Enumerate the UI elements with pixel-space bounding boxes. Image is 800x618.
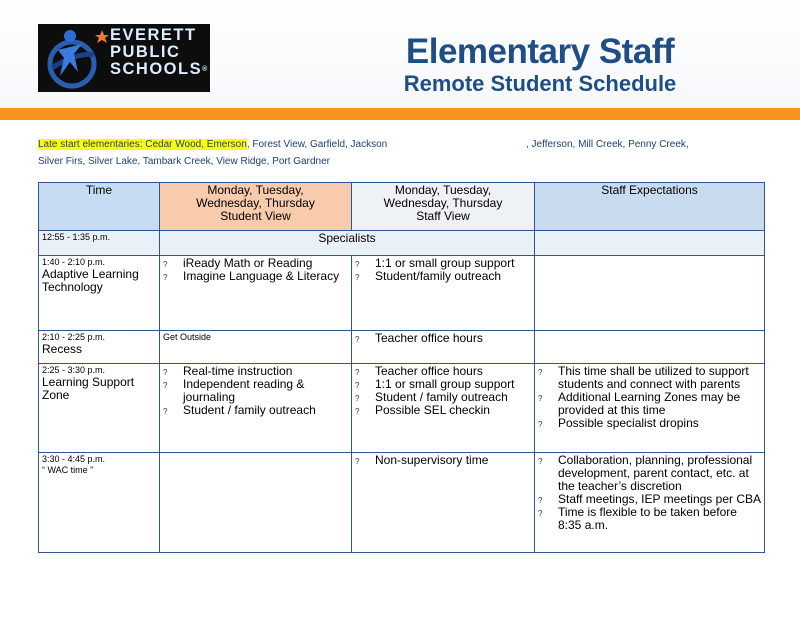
expectations-cell bbox=[535, 331, 765, 364]
list-item bbox=[355, 404, 531, 417]
district-logo bbox=[38, 24, 210, 92]
student-cell: Get Outside bbox=[160, 331, 352, 364]
list-item-text: Collaboration, planning, professional development, parent contact, etc. at the teacher’s discretion bbox=[558, 453, 753, 493]
table-row bbox=[39, 453, 765, 553]
late-start-rest: , Forest View, Garfield, Jackson bbox=[246, 139, 388, 150]
bullet-icon: ? bbox=[538, 394, 543, 403]
header-student-view: Monday, Tuesday, Wednesday, Thursday Student View bbox=[160, 183, 352, 231]
staff-cell bbox=[352, 331, 535, 364]
table-header-row bbox=[39, 183, 765, 231]
page-header bbox=[0, 0, 800, 108]
student-cell bbox=[160, 256, 352, 331]
staff-cell bbox=[352, 256, 535, 331]
bullet-icon: ? bbox=[538, 509, 543, 518]
bullet-icon: ? bbox=[163, 273, 168, 282]
late-start-right: , Jefferson, Mill Creek, Penny Creek, bbox=[526, 139, 689, 150]
bullet-icon: ? bbox=[163, 407, 168, 416]
student-cell bbox=[160, 364, 352, 453]
list-item-text: Student/family outreach bbox=[375, 269, 502, 283]
list-item-text: This time shall be utilized to support students and connect with parents bbox=[558, 364, 749, 391]
list-item bbox=[355, 332, 531, 345]
logo-line3: SCHOOLS bbox=[110, 60, 203, 78]
staff-cell bbox=[352, 453, 535, 553]
header-staff-view: Monday, Tuesday, Wednesday, Thursday Staff View bbox=[352, 183, 535, 231]
late-start-highlight: Late start elementaries: Cedar Wood, Emerson bbox=[38, 139, 247, 150]
time-cell: 3:30 - 4:45 p.m. “ WAC time ” bbox=[39, 453, 160, 553]
bullet-icon: ? bbox=[355, 368, 360, 377]
time-cell: 2:25 - 3:30 p.m. Learning Support Zone bbox=[39, 364, 160, 453]
header-time: Time bbox=[39, 183, 160, 231]
list-item-text: Teacher office hours bbox=[375, 364, 483, 378]
list-item-text: 1:1 or small group support bbox=[375, 377, 515, 391]
list-item-text: iReady Math or Reading bbox=[183, 256, 313, 270]
logo-mark: ® bbox=[202, 66, 209, 73]
list-item bbox=[163, 378, 348, 404]
expectations-cell bbox=[535, 256, 765, 331]
header-staff-expectations: Staff Expectations bbox=[535, 183, 765, 231]
time-cell: 2:10 - 2:25 p.m. Recess bbox=[39, 331, 160, 364]
time-cell: 1:40 - 2:10 p.m. Adaptive Learning Technology bbox=[39, 256, 160, 331]
bullet-icon: ? bbox=[355, 273, 360, 282]
list-item bbox=[163, 270, 348, 283]
expectations-cell bbox=[535, 364, 765, 453]
logo-line2: PUBLIC bbox=[110, 43, 181, 61]
list-item bbox=[538, 417, 761, 430]
bullet-icon: ? bbox=[163, 368, 168, 377]
list-item-text: Time is flexible to be taken before 8:35 a.m. bbox=[558, 505, 737, 532]
expectations-cell bbox=[535, 453, 765, 553]
list-item-text: Real-time instruction bbox=[183, 364, 293, 378]
late-start-note bbox=[38, 136, 778, 170]
list-item-text: Non-supervisory time bbox=[375, 453, 489, 467]
list-item bbox=[538, 391, 761, 417]
list-item-text: Possible SEL checkin bbox=[375, 403, 490, 417]
bullet-icon: ? bbox=[538, 496, 543, 505]
list-item-text: Imagine Language & Literacy bbox=[183, 269, 340, 283]
table-row bbox=[39, 256, 765, 331]
list-item-text: Additional Learning Zones may be provided at this time bbox=[558, 390, 741, 417]
specialists-cell: Specialists bbox=[160, 231, 535, 256]
bullet-icon: ? bbox=[355, 260, 360, 269]
bullet-icon: ? bbox=[163, 381, 168, 390]
page-title bbox=[360, 33, 720, 97]
list-item-text: Staff meetings, IEP meetings per CBA bbox=[558, 492, 761, 506]
logo-line1: EVERETT bbox=[110, 26, 197, 44]
list-item bbox=[355, 454, 531, 467]
list-item-text: Student / family outreach bbox=[375, 390, 508, 404]
list-item bbox=[163, 404, 348, 417]
table-row bbox=[39, 231, 765, 256]
title-main: Elementary Staff bbox=[405, 32, 675, 71]
bullet-icon: ? bbox=[355, 407, 360, 416]
list-item-text: Teacher office hours bbox=[375, 331, 483, 345]
bullet-icon: ? bbox=[538, 368, 543, 377]
bullet-icon: ? bbox=[163, 260, 168, 269]
schedule-table bbox=[38, 182, 765, 553]
bullet-icon: ? bbox=[538, 420, 543, 429]
bullet-icon: ? bbox=[355, 457, 360, 466]
bullet-icon: ? bbox=[355, 335, 360, 344]
list-item-text: Independent reading & journaling bbox=[183, 377, 305, 404]
bullet-icon: ? bbox=[355, 394, 360, 403]
table-row bbox=[39, 331, 765, 364]
list-item bbox=[355, 270, 531, 283]
staff-cell bbox=[352, 364, 535, 453]
time-cell: 12:55 - 1:35 p.m. bbox=[39, 231, 160, 256]
list-item-text: 1:1 or small group support bbox=[375, 256, 515, 270]
bullet-icon: ? bbox=[355, 381, 360, 390]
list-item-text: Possible specialist dropins bbox=[558, 416, 699, 430]
list-item bbox=[538, 506, 761, 532]
list-item-text: Student / family outreach bbox=[183, 403, 316, 417]
table-row bbox=[39, 364, 765, 453]
bullet-icon: ? bbox=[538, 457, 543, 466]
title-sub: Remote Student Schedule bbox=[403, 71, 677, 96]
expectations-cell bbox=[535, 231, 765, 256]
late-start-line2: Silver Firs, Silver Lake, Tambark Creek, View Ridge, Port Gardner bbox=[38, 156, 330, 167]
list-item bbox=[538, 454, 761, 493]
orange-divider bbox=[0, 108, 800, 120]
list-item bbox=[538, 365, 761, 391]
student-cell bbox=[160, 453, 352, 553]
